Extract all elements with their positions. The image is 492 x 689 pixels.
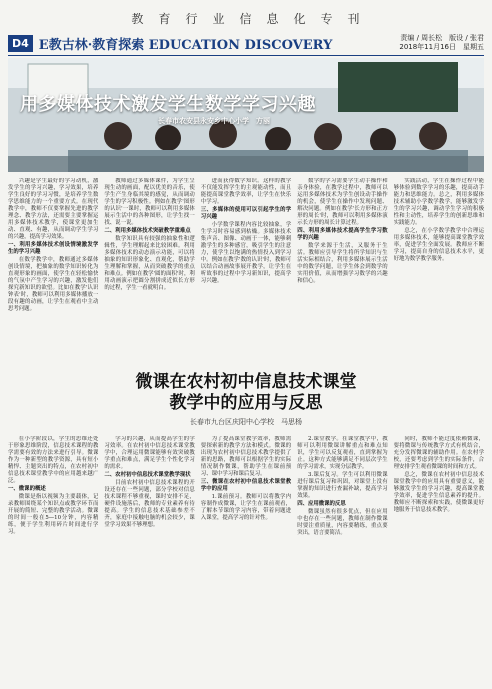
paragraph: 在数学教学中，教师通过多媒体创设情境，把抽象的数学知识转化为直观形象的画面，使学生在轻松愉快的气氛中产生学习的兴趣，激发他们探究新知识的欲望。比如在教学'认识钟表'时，教师可以利用多媒体播放一段有趣的动画，让学生在观看中主动思考问题。 [8,257,99,312]
banner-char: 育 [158,11,172,26]
paragraph: 教师通过多媒体课件，为学生呈现生动的画面，配以优美的音乐，使学生产生身临其境的感觉，从而调动学生的学习积极性。例如在教学'图形的认识'一课时，教师可以利用多媒体展示生活中的各种图形，让学生找一找、说一说。 [104,178,195,226]
banner-char: 专 [320,11,334,26]
paragraph: 目前农村初中信息技术课程的开设还存在一些问题，部分学校对信息技术课程不够重视，课时安排不足，硬件设施落后，教师的专业素养有待提高。学生的信息技术基础参差不齐，家庭中接触电脑的机会较少，课堂学习效果不够理想。 [104,480,195,528]
banner-char: 教 [131,11,145,26]
banner-char: 化 [293,11,307,26]
paragraph: 总之，在小学数学教学中合理运用多媒体技术，能够提高课堂教学效率，促进学生全面发展。教师应不断学习，提高自身的信息技术水平，更好地为数学教学服务。 [393,228,484,262]
section-heading: 四、利用多媒体技术提高学生学习数学的兴趣 [297,228,388,241]
issue-date: 2018年11月16日 星期五 [399,43,484,51]
article1-body [8,178,484,368]
section-heading: 二、农村初中信息技术课堂教学现状 [104,472,191,478]
paragraph: 进而获得数学知识。这样的教学不仅能发挥学生的主观能动性，而且能提高课堂教学效率，让学生在快乐中学习。 [200,178,292,205]
paragraph: 实践活动，学生在操作过程中能够体验到数学学习的乐趣，提高动手能力和思维能力。总之，利用多媒体技术辅助小学数学教学，能够激发学生的学习兴趣，调动学生学习的积极性和主动性，培养学生的创新思维和实践能力。 [393,178,484,226]
section-heading: 四、应用微课的反思 [297,501,346,507]
section-heading: 一、利用多媒体技术创设情境激发学生的学习兴趣 [8,242,99,255]
text-column [394,178,484,368]
masthead [8,32,484,54]
paragraph: 数学知识具有较强的抽象性和逻辑性，学生理解起来比较困难。利用多媒体技术的动态演示功能，可以将抽象的知识形象化、直观化，帮助学生理解和掌握，从而突破教学的重点和难点。例如在教学'圆的面积'时，利用动画演示把圆分割拼成近似长方形的过程，学生一看就明白。 [104,236,195,291]
text-column [201,178,291,368]
banner-char: 息 [266,11,280,26]
banner-char: 信 [239,11,253,26]
banner-char: 业 [212,11,226,26]
paragraph: 微课虽然有很多优点，但在应用中也存在一些问题，教师在制作微课时要注重质量，内容要精练，重点要突出，语言要简洁。 [297,509,388,536]
paragraph: 2.课堂教学。在课堂教学中，教师可以利用微课讲解重点和难点知识，学生可以反复观看，直到掌握为止。这种方式能够满足不同层次学生的学习需求，实现分层教学。 [297,436,388,470]
masthead-rule [8,55,484,56]
text-column [297,436,387,684]
text-column [8,178,98,368]
banner-char: 刊 [347,11,361,26]
text-column [297,178,387,368]
masthead-title: E教古林·教育探索 EDUCATION DISCOVERY [38,37,333,53]
section-heading: 一、微课的概述 [8,486,46,492]
paragraph: 总之，微课在农村初中信息技术课堂教学中的应用具有重要意义，能够激发学生的学习兴趣，提高课堂教学效率，促进学生信息素养的提升。教师应不断探索和实践，使微课更好地服务于信息技术教学。 [393,472,484,513]
paragraph: 兴趣是学生最好的学习动机，激发学生的学习兴趣，学习效果，培养学生良好的学习习惯，是培养学生数学思维能力的一个重要方式。在现代教学中，教师不仅要掌握先进的教学理念、教学方法，还需要主要掌握运用多媒体技术教学，使课堂更加生动、直观、有趣，从而调动学生学习的兴趣，提高学习效果。 [8,178,99,240]
article2-title-line2: 教学中的应用与反思 [169,393,323,413]
header-banner [8,8,484,28]
section-heading: 三、多媒体的使用可以引起学生的学习兴趣 [200,207,292,220]
masthead-meta [399,34,484,52]
paragraph: 1.课前预习。教师可以将教学内容制作成微课，让学生在课前观看，了解本节课的学习内容，带着问题进入课堂，提高学习的针对性。 [200,494,292,521]
text-column [201,436,291,684]
paragraph: 同时，教师不能过度依赖微课，要将微课与传统教学方式有机结合，充分发挥微课的辅助作用。在农村学校，还要考虑到学生的实际条件，合理安排学生观看微课的时间和方式。 [393,436,484,470]
article2-byline: 长春市九台区庆阳中心学校 马思杨 [190,418,302,426]
article1-byline: 长春市农安县永安乡中心小学 方丽 [158,117,270,125]
text-column [8,436,98,684]
banner-char: 行 [185,11,199,26]
text-column [104,178,194,368]
paragraph: 数学的学习需要学生动手操作和亲身体验，在教学过程中，教师可以运用多媒体技术为学生创设动手操作的机会，使学生在操作中发现问题、解决问题。例如在教学'长方形和正方形的周长'时，教师可以利用多媒体演示长方形的周长计算过程。 [297,178,388,226]
paragraph: 小学数学课程内容比较抽象，学生学习时容易感到枯燥。多媒体技术集声音、图像、动画于一体，能够刺激学生的多种感官，吸引学生的注意力，使学生以饱满的热情投入到学习中。例如在教学'数的认识'时，教师可以结合动画故事展开教学，让学生在听故事的过程中学习新知识，提高学习兴趣。 [200,222,292,284]
paragraph: 微课是指以视频为主要载体，记录教师围绕某个知识点或教学环节而开展的简短、完整的教学活动。微课的时间一般在5—10分钟，内容精练，便于学生利用碎片时间进行学习。 [8,494,99,535]
paragraph: 数学来源于生活，又服务于生活。教师应引导学生将所学知识与生活实际相结合，利用多媒体展示生活中的数学问题，让学生体会到数学的实用价值，从而增强学习数学的兴趣和信心。 [297,243,388,284]
article1-hero [8,58,484,172]
paragraph: 学习的兴趣，从而提高学生的学习效率。在农村初中信息技术课堂教学中，合理运用微课能够有效突破教学重点和难点，满足学生个性化学习的需求。 [104,436,195,470]
article2-title-line1: 微课在农村初中信息技术课堂 [135,372,357,392]
article2-header [8,372,484,427]
page-number-badge: D4 [8,35,33,52]
paragraph: 为了提高课堂教学效率，教师需要探索新的教学方法和模式。微课的出现为农村初中信息技术教学提供了新的思路，教师可以根据学生的实际情况制作微课，帮助学生在课前预习、课中学习和课后复习。 [200,436,292,477]
section-heading: 三、微课在农村初中信息技术课堂教学中的应用 [200,479,292,492]
paragraph: 在小学阶段以，学生的思维还处于形象思维阶段，信息技术课程的教学需要有效的方法来进行引导。微课作为一种新型的教学资源，具有短小精悍、主题突出的特点，在农村初中信息技术课堂教学中的应用越来越广泛。 [8,436,99,484]
article1-title: 用多媒体技术激发学生数学学习兴趣 [20,94,316,115]
text-column [104,436,194,684]
section-heading: 二、利用多媒体技术突破教学重难点 [104,228,191,234]
article2-title [8,372,484,414]
text-column [394,436,484,684]
article2-body [8,436,484,684]
editor-info: 责编 / 周长松 版设 / 张君 [400,34,484,42]
paragraph: 3.课后复习。学生可以利用微课进行课后复习和巩固，对课堂上没有掌握的知识进行查漏补缺，提高学习效果。 [297,472,388,499]
